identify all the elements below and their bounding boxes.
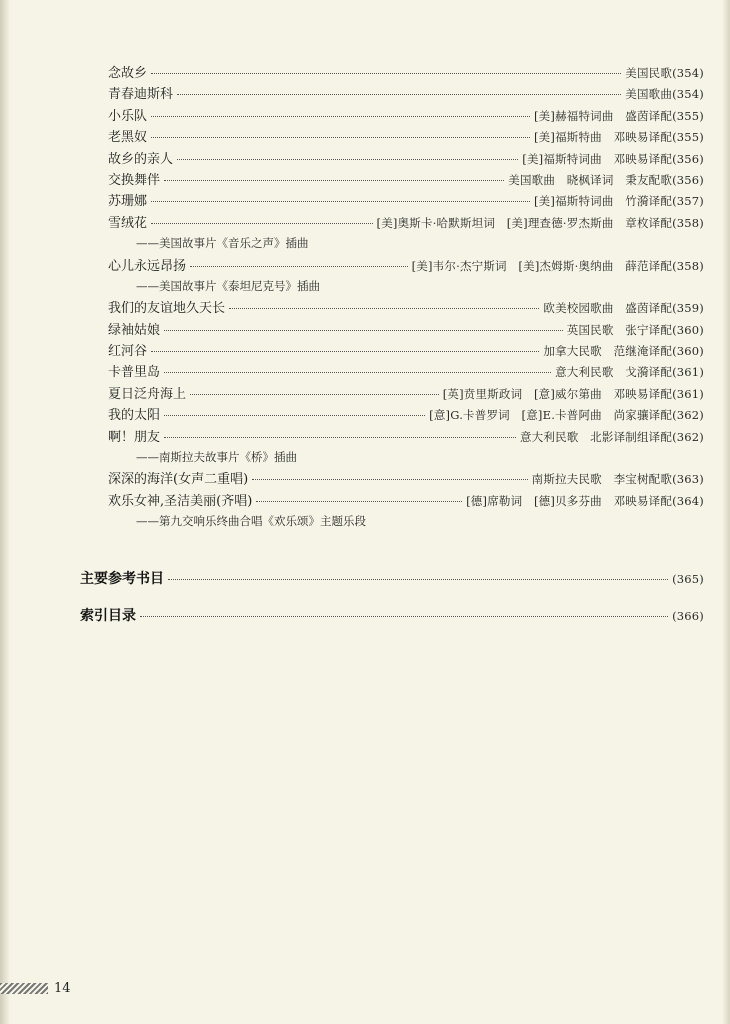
song-credits: 加拿大民歌 范继淹译配(360)	[543, 344, 704, 359]
dot-leader	[177, 159, 518, 160]
section-page: (366)	[672, 609, 704, 623]
song-title: 啊！朋友	[108, 429, 161, 445]
song-title: 念故乡	[108, 66, 148, 81]
song-title: 青春迪斯科	[108, 87, 174, 103]
song-credits: 美国歌曲(354)	[625, 87, 704, 102]
toc-entry[interactable]	[108, 490, 704, 511]
table-of-contents	[108, 62, 704, 533]
song-note: ——美国故事片《音乐之声》插曲	[136, 236, 309, 251]
page-edge-shadow	[0, 0, 10, 1024]
dot-leader	[168, 579, 668, 580]
song-title: 深深的海洋(女声二重唱)	[108, 472, 249, 488]
song-title: 绿袖姑娘	[108, 322, 161, 338]
section-entry[interactable]	[80, 605, 704, 629]
song-title: 心儿永远昂扬	[108, 258, 187, 274]
dot-leader	[229, 308, 539, 309]
dot-leader	[164, 330, 563, 331]
song-credits: [美]奥斯卡·哈默斯坦词 [美]理查德·罗杰斯曲 章枚译配(358)	[376, 215, 704, 230]
song-note: ——南斯拉夫故事片《桥》插曲	[136, 450, 297, 465]
toc-entry[interactable]	[108, 383, 704, 404]
page-edge-shadow	[722, 0, 730, 1024]
song-title: 苏珊娜	[108, 194, 148, 210]
song-title: 小乐队	[108, 108, 148, 124]
song-title: 故乡的亲人	[108, 151, 174, 167]
song-credits: [美]韦尔·杰宁斯词 [美]杰姆斯·奥纳曲 薛范译配(358)	[411, 258, 704, 273]
toc-entry[interactable]	[108, 468, 704, 489]
toc-entry[interactable]	[108, 340, 704, 361]
dot-leader	[177, 94, 621, 95]
toc-entry[interactable]	[108, 190, 704, 211]
dot-leader	[164, 437, 516, 438]
toc-entry[interactable]	[108, 148, 704, 169]
dot-leader	[190, 394, 439, 395]
song-credits: [美]赫福特词曲 盛茵译配(355)	[534, 108, 704, 123]
song-title: 交换舞伴	[108, 172, 161, 188]
song-title: 欢乐女神,圣洁美丽(齐唱)	[108, 493, 253, 509]
dot-leader	[151, 201, 530, 202]
song-title: 雪绒花	[108, 215, 148, 231]
toc-entry[interactable]	[108, 62, 704, 83]
song-credits: [德]席勒词 [德]贝多芬曲 邓映易译配(364)	[466, 493, 704, 508]
song-credits: [意]G.卡普罗词 [意]E.卡普阿曲 尚家骧译配(362)	[429, 408, 704, 423]
dot-leader	[252, 479, 528, 480]
song-credits: [美]福斯特词曲 竹漪译配(357)	[534, 194, 704, 209]
toc-entry[interactable]	[108, 426, 704, 447]
hatch-decoration	[0, 983, 48, 994]
song-credits: 意大利民歌 北影译制组译配(362)	[519, 429, 704, 444]
toc-entry[interactable]	[108, 404, 704, 425]
toc-entry[interactable]	[108, 297, 704, 318]
song-note: ——美国故事片《泰坦尼克号》插曲	[136, 278, 320, 293]
dot-leader	[140, 616, 668, 617]
toc-entry[interactable]	[108, 105, 704, 126]
dot-leader	[256, 501, 462, 502]
dot-leader	[164, 180, 504, 181]
song-note: ——第九交响乐终曲合唱《欢乐颂》主题乐段	[136, 514, 366, 529]
section-title: 主要参考书目	[80, 571, 164, 587]
song-credits: 美国歌曲 晓枫译词 秉友配歌(356)	[508, 172, 704, 187]
dot-leader	[151, 223, 373, 224]
song-credits: 美国民歌(354)	[625, 66, 704, 80]
song-credits: 欧美校园歌曲 盛茵译配(359)	[543, 301, 704, 316]
toc-entry[interactable]	[108, 126, 704, 147]
page-number: 14	[54, 980, 71, 996]
song-credits: [英]贲里斯政词 [意]威尔第曲 邓映易译配(361)	[442, 386, 704, 401]
song-credits: [美]福斯特词曲 邓映易译配(356)	[522, 151, 704, 166]
song-credits: [美]福斯特曲 邓映易译配(355)	[534, 130, 704, 145]
dot-leader	[164, 372, 551, 373]
song-title: 老黑奴	[108, 130, 148, 146]
toc-entry[interactable]	[108, 169, 704, 190]
song-title: 夏日泛舟海上	[108, 386, 187, 402]
dot-leader	[151, 73, 621, 74]
song-title: 我们的友谊地久天长	[108, 301, 226, 317]
song-credits: 英国民歌 张宁译配(360)	[566, 322, 704, 337]
song-credits: 南斯拉夫民歌 李宝树配歌(363)	[531, 472, 704, 487]
page-footer	[0, 980, 71, 996]
song-title: 我的太阳	[108, 408, 161, 424]
toc-entry[interactable]	[108, 83, 704, 104]
toc-entry[interactable]	[108, 212, 704, 233]
dot-leader	[151, 137, 530, 138]
dot-leader	[151, 351, 539, 352]
dot-leader	[190, 266, 408, 267]
toc-entry[interactable]	[108, 255, 704, 276]
section-page: (365)	[672, 572, 704, 586]
song-credits: 意大利民歌 戈漪译配(361)	[555, 365, 704, 380]
section-title: 索引目录	[80, 608, 136, 624]
toc-entry[interactable]	[108, 319, 704, 340]
song-title: 卡普里岛	[108, 365, 161, 381]
song-title: 红河谷	[108, 344, 148, 360]
section-entry[interactable]	[80, 568, 704, 592]
dot-leader	[164, 415, 425, 416]
toc-entry[interactable]	[108, 361, 704, 382]
dot-leader	[151, 116, 530, 117]
